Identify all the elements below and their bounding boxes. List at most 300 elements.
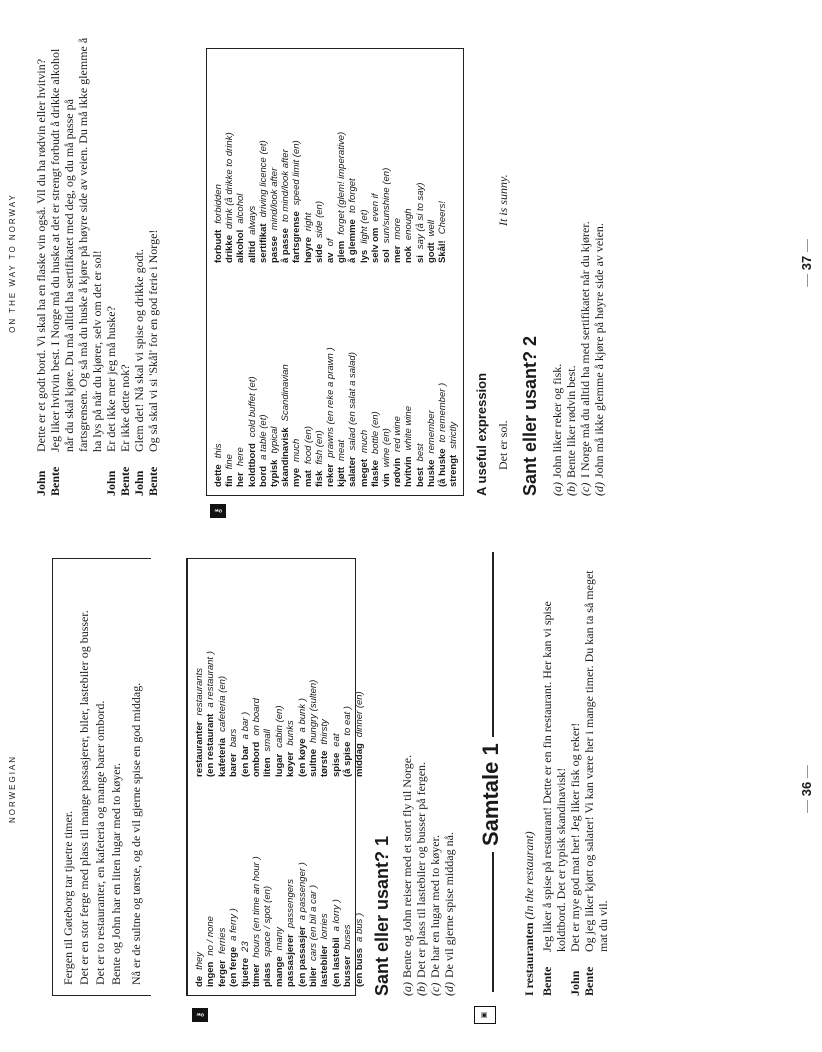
speaker: Bente [48,466,62,496]
vocab-word: lugar [273,753,285,777]
running-head: ON THE WAY TO NORWAY [8,193,17,333]
vocab-word: vin [381,473,393,487]
running-head: NORWEGIAN [8,754,17,824]
vocab-gloss: restaurants [194,668,205,716]
vocab-gloss: a lorry ) [330,899,342,932]
vocab-entry [297,856,308,987]
speaker: Bente [118,466,132,496]
vocab-word: plass [262,962,274,987]
dialogue-lines [34,36,160,496]
vocab-gloss: they [194,951,205,970]
vocab-gloss: forbidden [213,184,224,224]
vocab-entry [194,651,205,777]
dialogue-line [582,556,610,996]
vocab-entry [314,347,325,487]
useful-expression-title: A useful expression [474,372,489,496]
vocab-word: reker [325,463,337,487]
vocab-entry [258,347,269,487]
vocab-gloss: food (en) [302,426,314,465]
vocab-entry [274,856,285,987]
vocab-word: mange [273,956,285,987]
vocab-gloss: buses [342,924,354,950]
vocab-entry [403,347,414,487]
vocab-entry [347,347,358,487]
vocab-gloss: prawns (en reke a prawn ) [325,347,337,458]
speaker: John [34,470,48,496]
vocab-gloss: dinner (en) [353,691,365,738]
vocab-word: typisk [269,459,281,487]
vocab-entry [347,132,358,263]
vocab-word: sertifikat [257,223,269,263]
vocab-gloss: no / none [205,916,217,956]
dialogue-right [34,36,160,496]
quiz-item [592,221,606,496]
vocab-entry [392,347,403,487]
intro-box [52,558,151,996]
vocab-gloss: cafeteria (en) [216,675,228,732]
vocab-word: si [414,255,426,263]
useful-expression-english: It is sunny. [496,174,510,226]
vocab-entry [381,347,392,487]
vocab-gloss: bunks [285,720,297,746]
quiz-item-label: (b) [414,982,428,996]
vocab-gloss: bars [228,728,240,748]
vocab-gloss: strictly [448,421,460,449]
vocab-word: biler [308,966,320,987]
vocab-entry [426,132,437,263]
vocab-word: skandinavisk [280,427,292,487]
vocab-entry [194,856,205,987]
vocab-gloss: red wine [392,416,404,452]
vocab-word: ingen [205,961,217,987]
vocab-gloss: fish (en) [313,430,325,465]
vocab-gloss: light (et) [358,209,370,244]
vocab-entry [448,347,459,487]
utterance: Det er mye god mat her! Jeg liker fisk og reker! [568,722,582,952]
vocab-gloss: right [302,212,314,232]
vocab-word: fartsgrense [291,211,303,263]
vocab-entry [280,132,291,263]
quiz-item [550,221,564,496]
page-number-value: 36 [799,781,814,797]
vocab-gloss: speed limit (en) [291,140,303,206]
vocab-gloss: lorries [319,913,331,940]
quiz-item-label: (c) [578,482,592,496]
vocab-gloss: of [325,238,337,247]
vocab-entry [303,347,314,487]
vocab-entry [217,651,228,777]
vocab-word: hvitvin [403,456,415,487]
vocab-word: (en restaurant [205,713,217,777]
vocab-word: (en buss [353,947,365,987]
quiz-item-label: (d) [592,482,606,496]
vocab-word: koldtbord [246,443,258,487]
vocab-word: best [414,467,426,487]
vocab-entry [235,132,246,263]
speaker: Bente [540,966,554,996]
vocab-gloss: Cheers! [437,201,449,235]
vocab-word: rødvin [392,457,404,487]
quiz-item [400,755,414,996]
vocab-entry [392,132,403,263]
vocab-word: nok [403,246,415,263]
utterance: Og jeg liker kjøtt og salater! Vi kan være her i mange timer. Du kan ta så meget mat du vil. [582,570,610,952]
vocab-gloss: wine (en) [381,428,393,468]
vocab-word: å glemme [347,219,359,263]
vocab-entry [403,132,414,263]
vocab-entry [415,347,426,487]
dialogue-left [522,556,610,996]
vocab-gloss: well [425,220,437,237]
quiz-item-label: (b) [564,482,578,496]
speaker: Bente [146,466,160,496]
vocab-gloss: fine [224,454,236,470]
vocab-word: høyre [302,237,314,263]
vocab-word: sultne [308,749,320,777]
vocab-word: alkohol [235,229,247,263]
vocab-word: glem [336,240,348,263]
vocab-word: køyer [285,751,297,777]
vocab-entry [262,651,273,777]
vocab-gloss: here [235,447,247,467]
vocab-word: mat [302,470,314,487]
vocab-word: av [325,252,337,263]
quiz-item-text: John må ikke glemme å kjøre på høyre side av veien. [592,223,606,478]
quiz-item-label: (c) [428,982,442,996]
vocab-gloss: sun/sunshine (en) [381,167,393,244]
vocab-gloss: much [358,429,370,454]
vocab-entry [437,132,448,263]
intro-paragraph: Bente og John har en liten lugar med to køyer. [109,763,123,985]
vocab-entry [240,651,251,777]
vocab-gloss: say (å si to say) [414,182,426,250]
vocab-entry [228,856,239,987]
vocab-gloss: to eat ) [342,706,354,736]
vocab-word: mye [291,467,303,487]
vocab-entry [303,132,314,263]
vocab-gloss: cold buffet (et) [246,376,258,438]
vocab-entry [331,856,342,987]
vocab-word: passe [269,236,281,263]
vocab-gloss: a table (et) [257,414,269,460]
vocab-entry [205,856,216,987]
dialogue-line [118,36,132,496]
vocab-gloss: meat [336,439,348,461]
vocab-gloss: remember [425,410,437,454]
vocab-gloss: space / spot (en) [262,885,274,957]
vocab-gloss: to mind/look after [280,149,292,223]
vocab-entry [205,651,216,777]
vocab-gloss: salad (en salat a salad) [347,352,359,451]
page-36 [0,526,822,1052]
vocab-entry [336,347,347,487]
vocab-gloss: forget (glem! imperative) [336,131,348,235]
vocab-word: (en ferge [228,946,240,987]
speaker: Bente [582,966,596,996]
vocab-gloss: cars (en bil a car ) [308,884,320,961]
intro-paragraph: Det er en stor ferge med plass til mange passasjerer, biler, lastebiler og busser. [77,610,91,985]
dialogue-line [146,36,160,496]
vocab-word: å passe [280,228,292,263]
vocab-entry [325,347,336,487]
vocab-entry [269,347,280,487]
vocab-word: middag [353,743,365,777]
dialogue-line [104,36,118,496]
intro-paragraph: Det er to restauranter, en kafeteria og mange barer ombord. [93,700,107,985]
vocab-word: kjøtt [336,466,348,487]
quiz-item [428,755,442,996]
vocab-word: forbudt [213,229,224,263]
vocab-gloss: always [246,205,258,235]
dialogue-line [568,556,582,996]
vocab-entry [247,347,258,487]
vocab-word: fisk [313,470,325,487]
quiz-item-label: (d) [442,982,456,996]
vocab-gloss: best [414,443,426,462]
vocab-entry [319,856,330,987]
dialogue-line [132,36,146,496]
vocab-gloss: Scandinavian [280,364,292,422]
vocab-entry [213,347,224,487]
vocab-gloss: a bunk ) [296,698,308,733]
vocab-word: ombord [251,741,263,777]
quiz-item-text: Bente liker rødvin best. [564,365,578,478]
vocab-gloss: passengers [285,879,297,929]
vocab-box-left [186,558,365,996]
vocab-word: kafeteria [216,737,228,777]
vocab-gloss: side (en) [313,201,325,238]
dialogue-lines [540,556,610,996]
scene-heading [522,556,536,996]
quiz-item [414,755,428,996]
vocab-word: fin [224,475,236,487]
intro-paragraph: Nå er de sultne og tørste, og de vil gjerne spise en god middag. [129,682,143,985]
quiz-item-text: Bente og John reiser med et stort fly til Norge. [400,754,414,978]
vocab-gloss: to remember ) [437,382,449,443]
vocab-entry [285,856,296,987]
utterance: Er det ikke mer jeg må huske? [104,306,118,452]
vocab-gloss: 23 [239,941,251,952]
vocab-gloss: even if [369,193,381,222]
vocab-gloss: white wine [403,406,415,451]
speaker: John [568,970,582,996]
quiz-item-label: (a) [550,482,564,496]
utterance: Og så skal vi si 'Skål' for en god ferie i Norge! [146,229,160,452]
vocab-word: liten [262,757,274,777]
vocab-gloss: a restaurant ) [205,651,217,708]
scene-title: I restauranten [522,922,536,996]
scene-translation: (In the restaurant) [522,831,536,920]
vocab-gloss: to forget [347,178,359,214]
vocab-word: her [235,472,247,487]
page-number: — 37 — [799,239,814,287]
vocab-word: (en lastebil [330,937,342,987]
vocab-entry [342,651,353,777]
vocab-word: sol [381,249,393,263]
vocab-gloss: small [262,729,274,752]
vocab-word: (en passasjer [296,926,308,987]
vocab-gloss: a ferry ) [228,908,240,941]
vocab-entry [240,856,251,987]
vocab-gloss: bottle (en) [369,411,381,455]
vocab-entry [308,651,319,777]
key-icon: ⚷ [210,504,226,518]
utterance: Jeg liker å spise på restaurant! Dette er en fin restaurant. Her kan vi spise koldtbord. Det er typisk skandinavisk! [540,601,568,952]
quiz-item [578,221,592,496]
utterance: Er ikke dette nok? [118,364,132,452]
vocab-word: drikke [224,235,236,263]
vocab-word: huske [425,459,437,487]
vocab-word: barer [228,753,240,777]
vocab-gloss: enough [403,208,415,241]
cassette-icon: ▣ [474,1006,496,1024]
vocab-entry [359,347,370,487]
quiz-item-text: Det er plass til lastebiler og busser på fergen. [414,761,428,978]
vocab-word: busser [342,955,354,987]
vocab-entry [235,347,246,487]
vocab-word: timer [251,963,263,987]
vocab-entry [426,347,437,487]
key-icon: ⚷ [192,1008,208,1022]
vocab-word: side [313,243,325,263]
vocab-gloss: drink (å drikke to drink) [224,132,236,229]
vocab-word: spise [330,752,342,777]
vocab-gloss: ferries [216,927,228,955]
vocab-entry [314,132,325,263]
vocab-word: passasjerer [285,934,297,987]
vocab-entry [262,856,273,987]
vocab-entry [331,651,342,777]
utterance: Glem det! Nå skal vi spise og drikke godt. [132,249,146,452]
vocab-entry [354,856,365,987]
vocab-entry [251,856,262,987]
quiz-item [442,755,456,996]
vocab-column-1 [213,347,459,487]
vocab-entry [437,347,448,487]
vocab-word: restauranter [194,721,205,777]
vocab-word: (å huske [437,448,449,487]
vocab-column-2 [194,651,365,777]
vocab-gloss: hungry (sulten) [308,679,320,744]
vocab-box-right [206,48,464,496]
vocab-gloss: hours (en time an hour ) [251,856,263,958]
vocab-word: tørste [319,750,331,777]
quiz-item [564,221,578,496]
utterance: Jeg liker hvitvin best. I Norge må du huske at det er strengt forbudt å drikke alkohol når du skal kjøre. Du må alltid ha sertifikatet med deg, og du må passe på fartsgrensen. Og så må du huske å kjøre på høyre side av veien. Du må ikke glemme å ha lys på når du kjører, selv om det er sol! [48,37,104,452]
vocab-entry [415,132,426,263]
vocab-entry [291,347,302,487]
vocab-gloss: eat [330,733,342,747]
vocab-entry [269,132,280,263]
vocab-entry [213,132,224,263]
samtale-title: Samtale 1 [478,737,504,852]
vocab-word: alltid [246,240,258,263]
vocab-gloss: typical [269,426,281,454]
vocab-gloss: mind/look after [269,167,281,231]
vocab-entry [370,132,381,263]
vocab-word: tjuetre [239,957,251,987]
quiz-item-text: De har en lugar med to køyer. [428,835,442,978]
page-number-value: 37 [799,255,814,271]
intro-paragraph: Fergen til Gøteborg tar tjuetre timer. [61,810,75,985]
vocab-word: bord [257,465,269,487]
quiz-item-text: John liker reker og fisk. [550,363,564,478]
vocab-entry [297,651,308,777]
vocab-word: Skål! [437,240,449,263]
vocab-entry [354,651,365,777]
vocab-entry [291,132,302,263]
vocab-gloss: this [213,443,224,459]
vocab-entry [359,132,370,263]
vocab-entry [336,132,347,263]
vocab-word: salater [347,456,359,487]
vocab-gloss: on board [251,698,263,736]
quiz-title: Sant eller usant? 2 [520,335,540,496]
vocab-word: godt [425,242,437,263]
vocab-gloss: alcohol [235,193,247,224]
vocab-gloss: a bar ) [239,711,251,740]
vocab-word: lys [358,249,370,263]
vocab-entry [308,856,319,987]
vocab-gloss: a passenger ) [296,862,308,921]
vocab-word: dette [213,464,224,487]
vocab-entry [217,856,228,987]
vocab-word: ferger [216,960,228,987]
quiz-title: Sant eller usant? 1 [372,835,392,996]
quiz-item-text: De vil gjerne spise middag nå. [442,832,456,978]
vocab-word: (en køye [296,738,308,777]
utterance: Dette er et godt bord. Vi skal ha en flaske vin også. Vil du ha rødvin eller hvitvin? [34,58,48,452]
vocab-word: de [194,975,205,987]
vocab-entry [258,132,269,263]
vocab-word: mer [392,245,404,263]
vocab-entry [319,651,330,777]
quiz-item-text: I Norge må du alltid ha med sertifikatet når du kjører. [578,221,592,478]
vocab-word: (en bar [239,745,251,777]
vocab-entry [274,651,285,777]
speaker: John [132,470,146,496]
vocab-entry [228,651,239,777]
dialogue-line [34,36,48,496]
vocab-word: strengt [448,454,460,487]
vocab-entry [247,132,258,263]
vocab-gloss: more [392,217,404,240]
useful-expression-norwegian: Det er sol. [496,420,510,470]
vocab-gloss: driving licence (et) [257,140,269,218]
vocab-column-1 [194,856,365,987]
vocab-column-2 [213,132,448,263]
vocab-gloss: much [291,438,303,462]
vocab-entry [280,347,291,487]
vocab-entry [370,347,381,487]
vocab-entry [251,651,262,777]
dialogue-line [540,556,568,996]
vocab-gloss: cabin (en) [273,705,285,748]
quiz-list [550,221,606,496]
vocab-word: lastebiler [319,945,331,987]
dialogue-line [48,36,104,496]
quiz-list [400,755,456,996]
vocab-word: selv om [369,227,381,263]
vocab-gloss: a bus ) [353,912,365,942]
vocab-word: (å spise [342,741,354,777]
vocab-word: flaske [369,460,381,487]
speaker: John [104,470,118,496]
vocab-entry [224,347,235,487]
vocab-gloss: thirsty [319,719,331,745]
vocab-word: meget [358,459,370,487]
vocab-entry [285,651,296,777]
